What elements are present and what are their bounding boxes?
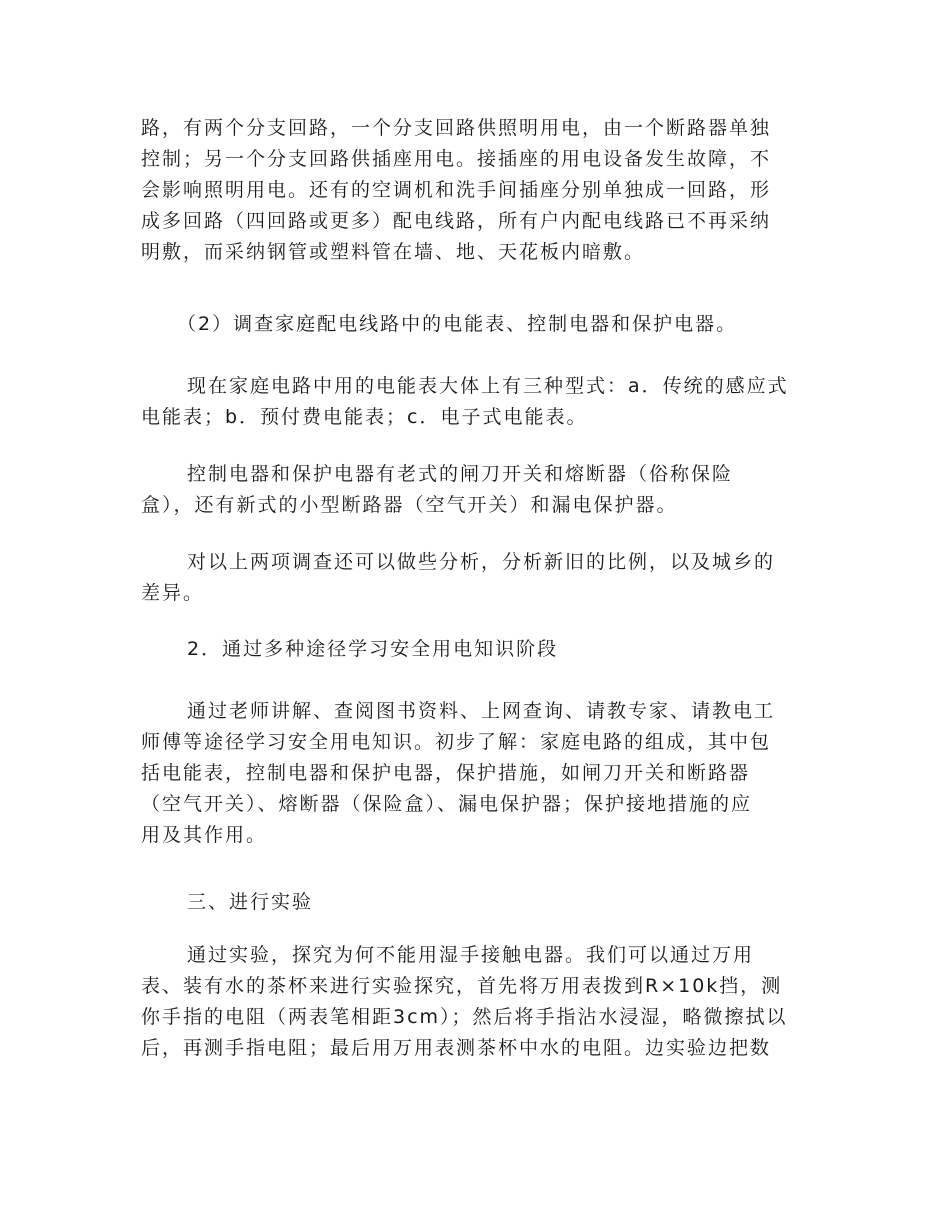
text-line: 控制电器和保护电器有老式的闸刀开关和熔断器（俗称保险 (187, 463, 734, 485)
text-line: 师傅等途径学习安全用电知识。初步了解：家庭电路的组成，其中包 (141, 731, 772, 753)
text-line: 2．通过多种途径学习安全用电知识阶段 (187, 638, 559, 660)
text-line: 电能表；b．预付费电能表；c．电子式电能表。 (141, 406, 588, 428)
text-line: 盒），还有新式的小型断路器（空气开关）和漏电保护器。 (141, 494, 678, 516)
text-line: （空气开关）、熔断器（保险盒）、漏电保护器；保护接地措施的应 (141, 793, 753, 815)
paragraph-meter-types (141, 371, 811, 433)
text-line: 对以上两项调查还可以做些分析，分析新旧的比例，以及城乡的 (187, 551, 776, 573)
text-line: 通过实验，探究为何不能用湿手接触电器。我们可以通过万用 (187, 944, 755, 966)
text-line: 用及其作用。 (141, 824, 268, 846)
text-line: 路，有两个分支回路，一个分支回路供照明用电，由一个断路器单独 (141, 117, 772, 139)
paragraph-learning-methods (141, 696, 811, 851)
text-line: 控制；另一个分支回路供插座用电。接插座的用电设备发生故障，不 (141, 148, 772, 170)
text-line: 括电能表，控制电器和保护电器，保护措施，如闸刀开关和断路器 (141, 762, 751, 784)
paragraph-protection-devices (141, 459, 811, 521)
text-line: 明敷，而采纳钢管或塑料管在墙、地、天花板内暗敷。 (141, 241, 646, 263)
text-line: 后，再测手指电阻；最后用万用表测茶杯中水的电阻。边实验边把数 (141, 1037, 772, 1059)
section-heading-experiment (141, 887, 811, 918)
text-line: 成多回路（四回路或更多）配电线路，所有户内配电线路已不再采纳 (141, 210, 772, 232)
text-line: 你手指的电阻（两表笔相距3cm）；然后将手指沾水浸湿，略微擦拭以 (141, 1006, 788, 1028)
text-line: （2）调查家庭配电线路中的电能表、控制电器和保护电器。 (177, 313, 738, 335)
text-line: 表、装有水的茶杯来进行实验探究，首先将万用表拨到R×10k挡，测 (141, 975, 783, 997)
paragraph-wiring-branches (141, 113, 811, 268)
section-heading-learning-stage (141, 634, 811, 665)
paragraph-experiment-procedure (141, 940, 811, 1064)
text-line: 会影响照明用电。还有的空调机和洗手间插座分别单独成一回路，形 (141, 179, 772, 201)
text-line: 通过老师讲解、查阅图书资料、上网查询、请教专家、请教电工 (187, 700, 776, 722)
paragraph-analysis (141, 547, 811, 609)
paragraph-survey-heading (141, 309, 811, 340)
text-line: 差异。 (141, 582, 205, 604)
text-line: 现在家庭电路中用的电能表大体上有三种型式：a．传统的感应式 (187, 375, 789, 397)
text-line: 三、进行实验 (187, 891, 314, 913)
